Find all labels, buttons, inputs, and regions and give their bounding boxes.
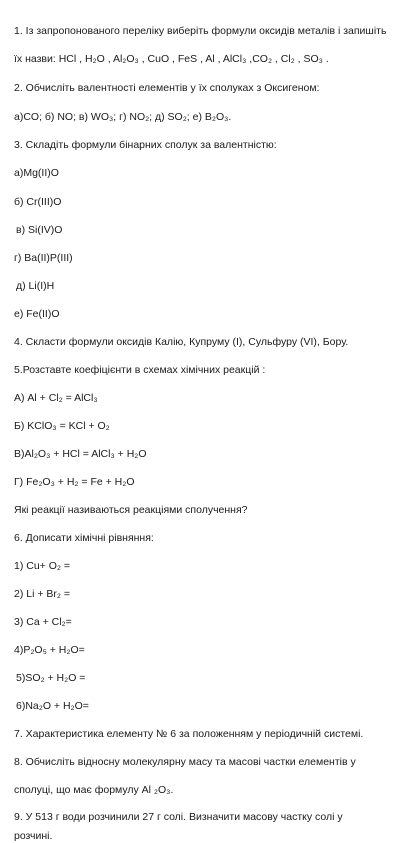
task-3-item-b: б) Cr(III)O	[14, 196, 62, 208]
task-3-item-e: е) Fe(II)O	[14, 308, 60, 320]
task-9-line-2: розчині.	[14, 830, 53, 842]
task-5-question: Які реакції називаються реакціями сполучення?	[14, 504, 248, 516]
task-5-reaction-g: Г) Fe₂O₃ + H₂ = Fe + H₂O	[14, 476, 135, 488]
task-7: 7. Характеристика елементу № 6 за положенням у періодичній системі.	[14, 728, 364, 740]
task-3-item-v: в) Si(IV)O	[16, 224, 63, 236]
task-6-equation-5: 5)SO₂ + H₂O =	[16, 672, 86, 684]
task-8-line-1: 8. Обчисліть відносну молекулярну масу та масові частки елементів у	[14, 756, 356, 768]
task-5-reaction-b: Б) KClO₃ = KCl + O₂	[14, 420, 110, 432]
task-6-equation-2: 2) Li + Br₂ =	[14, 588, 71, 600]
task-3-item-a: а)Mg(II)O	[14, 167, 59, 179]
task-4: 4. Скласти формули оксидів Калію, Купруму (І), Сульфуру (VI), Бору.	[14, 336, 349, 348]
task-9-line-1: 9. У 513 г води розчинили 27 г солі. Визначити масову частку солі у	[14, 811, 343, 823]
task-6-equation-6: 6)Na₂O + H₂O=	[16, 700, 89, 712]
task-2-line-2: а)CO; б) NO; в) WO₃; г) NO₂; д) SO₂; е) B₂O₃.	[14, 111, 232, 123]
task-6-equation-3: 3) Ca + Cl₂=	[14, 616, 72, 628]
task-3-item-d: д) Li(I)H	[16, 280, 55, 292]
task-3-heading: 3. Складіть формули бінарних сполук за валентністю:	[14, 139, 277, 151]
task-6-equation-4: 4)P₂O₅ + H₂O=	[14, 644, 85, 656]
task-5-reaction-v: В)Al₂O₃ + HCl = AlCl₃ + H₂O	[14, 448, 147, 460]
task-5-heading: 5.Розставте коефіцієнти в схемах хімічних реакцій :	[14, 364, 266, 376]
task-6-equation-1: 1) Cu+ O₂ =	[14, 560, 71, 572]
task-2-line-1: 2. Обчисліть валентності елементів у їх сполуках з Оксигеном:	[14, 82, 320, 94]
task-5-reaction-a: А) Al + Cl₂ = AlCl₃	[14, 392, 98, 404]
task-1-line-1: 1. Із запропонованого переліку виберіть формули оксидів металів і запишіть	[14, 25, 387, 37]
task-6-heading: 6. Дописати хімічні рівняння:	[14, 532, 154, 544]
task-1-line-2: їх назви: HCl , H₂O , Al₂O₃ , CuO , FeS , Al , AlCl₃ ,CO₂ , Cl₂ , SO₃ .	[14, 53, 329, 65]
task-8-line-2: сполуці, що має формулу Al ₂O₃.	[14, 784, 174, 796]
task-3-item-g: г) Ba(II)P(III)	[14, 252, 73, 264]
